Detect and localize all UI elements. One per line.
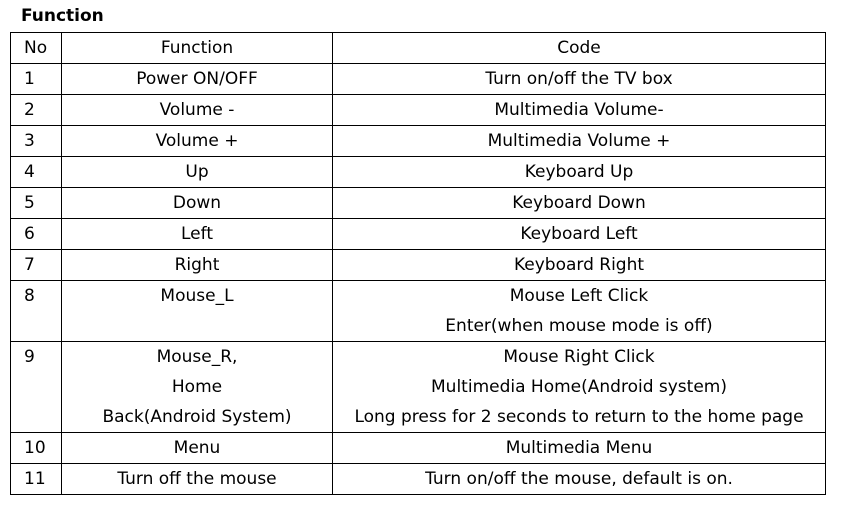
function-cell (62, 219, 333, 250)
row-number: 1 (11, 64, 62, 95)
table-header-row (11, 33, 826, 64)
code-text: Keyboard Up (524, 162, 634, 182)
function-text: Menu (173, 438, 221, 458)
row-number: 11 (11, 464, 62, 495)
function-cell (62, 281, 333, 342)
function-cell (62, 188, 333, 219)
code-text: Keyboard Down (512, 193, 646, 213)
table-row (11, 281, 826, 342)
function-text: Mouse_R, (156, 347, 238, 367)
row-number: 8 (11, 281, 62, 342)
header-code: Code (333, 33, 826, 64)
code-text: Turn on/off the TV box (485, 69, 673, 89)
code-text: Enter(when mouse mode is off) (445, 316, 713, 336)
row-number: 5 (11, 188, 62, 219)
row-number: 7 (11, 250, 62, 281)
function-cell (62, 342, 333, 433)
section-title: Function (21, 6, 104, 26)
code-cell (333, 342, 826, 433)
code-cell (333, 157, 826, 188)
function-text: Right (174, 255, 220, 275)
table-row (11, 433, 826, 464)
code-text: Multimedia Home(Android system) (431, 377, 727, 397)
function-text: Home (171, 377, 223, 397)
function-cell (62, 64, 333, 95)
function-cell (62, 250, 333, 281)
function-text: Back(Android System) (102, 407, 292, 427)
function-text: Up (185, 162, 209, 182)
code-cell (333, 219, 826, 250)
function-cell (62, 126, 333, 157)
code-text: Keyboard Left (520, 224, 638, 244)
function-text: Power ON/OFF (136, 69, 258, 89)
function-text: Left (181, 224, 213, 244)
table-row (11, 157, 826, 188)
table-row (11, 188, 826, 219)
function-cell (62, 95, 333, 126)
row-number: 6 (11, 219, 62, 250)
row-number: 9 (11, 342, 62, 433)
row-number: 2 (11, 95, 62, 126)
code-text: Keyboard Right (513, 255, 645, 275)
header-function: Function (62, 33, 333, 64)
code-text: Multimedia Menu (505, 438, 653, 458)
function-text: Down (172, 193, 222, 213)
table-row (11, 126, 826, 157)
code-cell (333, 126, 826, 157)
code-cell (333, 95, 826, 126)
row-number: 3 (11, 126, 62, 157)
function-text: Mouse_L (160, 286, 234, 306)
code-cell (333, 281, 826, 342)
function-cell (62, 464, 333, 495)
code-cell (333, 433, 826, 464)
table-body (11, 64, 826, 495)
function-text: Turn off the mouse (117, 469, 277, 489)
table-row (11, 464, 826, 495)
row-number: 10 (11, 433, 62, 464)
header-no: No (11, 33, 62, 64)
code-cell (333, 464, 826, 495)
code-text: Multimedia Volume + (487, 131, 671, 151)
code-text: Mouse Left Click (509, 286, 649, 306)
function-cell (62, 433, 333, 464)
row-number: 4 (11, 157, 62, 188)
function-table (10, 32, 826, 495)
table-row (11, 95, 826, 126)
table-row (11, 64, 826, 95)
code-cell (333, 250, 826, 281)
code-text: Long press for 2 seconds to return to the home page (354, 407, 804, 427)
function-text: Volume - (159, 100, 235, 120)
table-row (11, 219, 826, 250)
table-row (11, 342, 826, 433)
function-text: Volume + (155, 131, 239, 151)
function-cell (62, 157, 333, 188)
code-text: Mouse Right Click (503, 347, 655, 367)
table-row (11, 250, 826, 281)
code-text: Multimedia Volume- (494, 100, 664, 120)
code-text: Turn on/off the mouse, default is on. (425, 469, 733, 489)
code-cell (333, 188, 826, 219)
code-cell (333, 64, 826, 95)
